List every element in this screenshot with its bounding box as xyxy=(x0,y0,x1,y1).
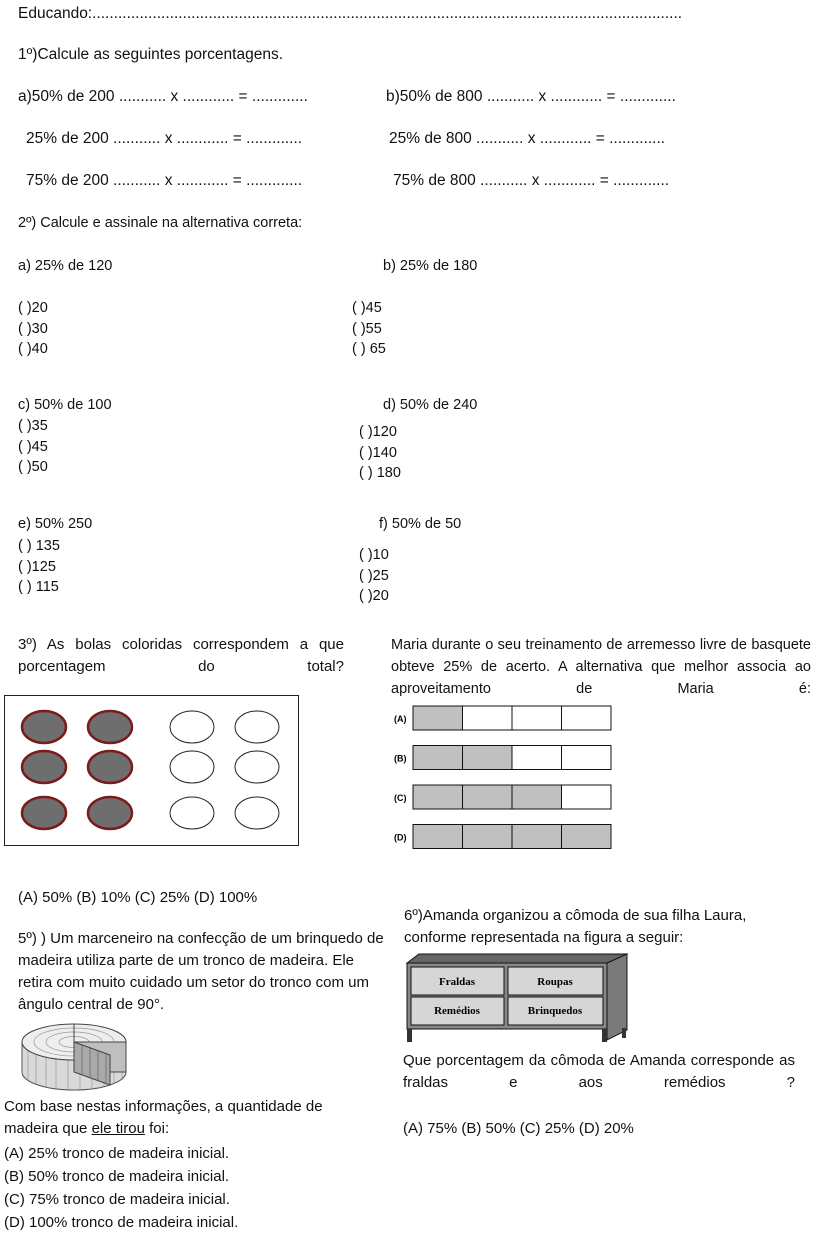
checkbox-option[interactable]: ( )50 xyxy=(18,459,48,475)
q2-item-a-label: a) 25% de 120 xyxy=(18,258,113,274)
q1-row-75-800: 75% de 800 ........... x ............ = ............. xyxy=(393,172,670,189)
bar-segment-filled xyxy=(463,746,513,770)
bar-segment-empty xyxy=(463,706,513,730)
drawer-label: Remédios xyxy=(434,1005,480,1017)
bar-segment-filled xyxy=(562,825,612,849)
q6-answers: (A) 75% (B) 50% (C) 25% (D) 20% xyxy=(403,1120,634,1137)
q2-item-f-options xyxy=(359,545,389,607)
colored-ball xyxy=(88,711,132,743)
empty-ball xyxy=(235,711,279,743)
empty-ball xyxy=(235,797,279,829)
bar-segment-filled xyxy=(413,706,463,730)
drawer-label: Fraldas xyxy=(438,976,476,988)
balls-figure xyxy=(4,695,300,847)
checkbox-option[interactable]: ( ) 180 xyxy=(359,465,401,481)
q2-item-b-options xyxy=(352,298,386,360)
q5-option[interactable]: (C) 75% tronco de madeira inicial. xyxy=(4,1191,230,1208)
checkbox-option[interactable]: ( ) 115 xyxy=(18,579,59,595)
q5-prompt-underlined: ele tirou xyxy=(91,1120,145,1137)
q1-row-25-800: 25% de 800 ........... x ............ = ............. xyxy=(389,130,666,147)
q2-item-d-label: d) 50% de 240 xyxy=(383,397,478,413)
drawer-label: Roupas xyxy=(537,976,573,988)
checkbox-option[interactable]: ( )125 xyxy=(18,558,56,575)
bars-figure xyxy=(392,704,616,854)
q1-row-a: a)50% de 200 ........... x ............ = ............. xyxy=(18,88,308,105)
q5-option[interactable]: (B) 50% tronco de madeira inicial. xyxy=(4,1168,230,1185)
q1-row-25-200: 25% de 200 ........... x ............ = ............. xyxy=(26,130,303,147)
q2-item-e-options xyxy=(18,536,60,598)
checkbox-option[interactable]: ( )30 xyxy=(18,320,48,337)
bar-segment-empty xyxy=(562,706,612,730)
empty-ball xyxy=(170,711,214,743)
dresser-figure xyxy=(407,952,629,1042)
bar-option-label: (B) xyxy=(394,753,407,764)
q2-item-b-label: b) 25% de 180 xyxy=(383,258,478,274)
empty-ball xyxy=(170,751,214,783)
q2-item-e-label: e) 50% 250 xyxy=(18,516,93,532)
colored-ball xyxy=(22,751,66,783)
drawer-label: Brinquedos xyxy=(527,1005,583,1017)
colored-ball xyxy=(22,711,66,743)
q2-item-c-options xyxy=(18,416,48,478)
q5-prompt-start: Com base nestas informações, a quantidade de madeira que xyxy=(4,1098,323,1137)
q5-prompt xyxy=(4,1096,376,1140)
bar-segment-filled xyxy=(463,825,513,849)
bar-segment-filled xyxy=(413,825,463,849)
q1-row-b: b)50% de 800 ........... x ............ = ............. xyxy=(386,88,676,105)
q6-title: 6º)Amanda organizou a cômoda de sua filha Laura, conforme representada na figura a seguir: xyxy=(404,907,747,946)
bar-segment-filled xyxy=(512,785,562,809)
q1-title: 1º)Calcule as seguintes porcentagens. xyxy=(18,46,284,63)
bar-option-label: (D) xyxy=(394,832,407,843)
checkbox-option[interactable]: ( )45 xyxy=(18,438,48,455)
checkbox-option[interactable]: ( )120 xyxy=(359,424,397,440)
bar-segment-filled xyxy=(413,785,463,809)
checkbox-option[interactable]: ( )140 xyxy=(359,444,397,461)
q5-text: 5º) ) Um marceneiro na confecção de um brinquedo de madeira utiliza parte de um tronco de madeira. Ele retira com muito cuidado um setor do tronco com um ângulo central de 90°. xyxy=(18,930,384,1013)
bar-option-label: (C) xyxy=(394,793,407,803)
bar-segment-empty xyxy=(562,785,612,809)
q5-prompt-end: foi: xyxy=(144,1120,170,1137)
q2-item-a-options xyxy=(18,298,48,360)
q2-item-f-label: f) 50% de 50 xyxy=(379,516,462,532)
q4-text: Maria durante o seu treinamento de arremesso livre de basquete obteve 25% de acerto. A alternativa que melhor associa ao aproveitamento de Maria é: xyxy=(391,637,811,697)
bar-option-label: (A) xyxy=(394,714,407,724)
checkbox-option[interactable]: ( )40 xyxy=(18,341,48,357)
checkbox-option[interactable]: ( )20 xyxy=(18,300,48,316)
q2-item-c-label: c) 50% de 100 xyxy=(18,397,112,413)
q2-title: 2º) Calcule e assinale na alternativa correta: xyxy=(18,215,303,231)
checkbox-option[interactable]: ( )25 xyxy=(359,567,389,584)
bar-segment-filled xyxy=(413,746,463,770)
q5-option[interactable]: (D) 100% tronco de madeira inicial. xyxy=(4,1214,239,1231)
log-cross-section-image xyxy=(20,1022,128,1094)
colored-ball xyxy=(88,751,132,783)
bar-segment-empty xyxy=(512,706,562,730)
bar-segment-empty xyxy=(512,746,562,770)
checkbox-option[interactable]: ( )35 xyxy=(18,418,48,434)
q2-item-d-options xyxy=(359,422,401,484)
student-name-line[interactable]: Educando:......................................................................................................................................... xyxy=(18,5,683,22)
empty-ball xyxy=(235,751,279,783)
checkbox-option[interactable]: ( )45 xyxy=(352,300,382,316)
colored-ball xyxy=(88,797,132,829)
q5-options xyxy=(4,1142,238,1234)
q3-title: 3º) As bolas coloridas correspondem a que porcentagem do total? xyxy=(18,636,344,675)
bar-segment-filled xyxy=(463,785,513,809)
q1-row-75-200: 75% de 200 ........... x ............ = ............. xyxy=(26,172,303,189)
checkbox-option[interactable]: ( )20 xyxy=(359,588,389,604)
bar-segment-empty xyxy=(562,746,612,770)
checkbox-option[interactable]: ( ) 135 xyxy=(18,538,60,554)
q6-question: Que porcentagem da cômoda de Amanda corresponde as fraldas e aos remédios ? xyxy=(403,1052,795,1091)
q5-option[interactable]: (A) 25% tronco de madeira inicial. xyxy=(4,1145,230,1162)
bar-segment-filled xyxy=(512,825,562,849)
colored-ball xyxy=(22,797,66,829)
checkbox-option[interactable]: ( )55 xyxy=(352,320,382,337)
empty-ball xyxy=(170,797,214,829)
q3-answers: (A) 50% (B) 10% (C) 25% (D) 100% xyxy=(18,889,258,906)
checkbox-option[interactable]: ( ) 65 xyxy=(352,341,386,357)
checkbox-option[interactable]: ( )10 xyxy=(359,547,389,563)
